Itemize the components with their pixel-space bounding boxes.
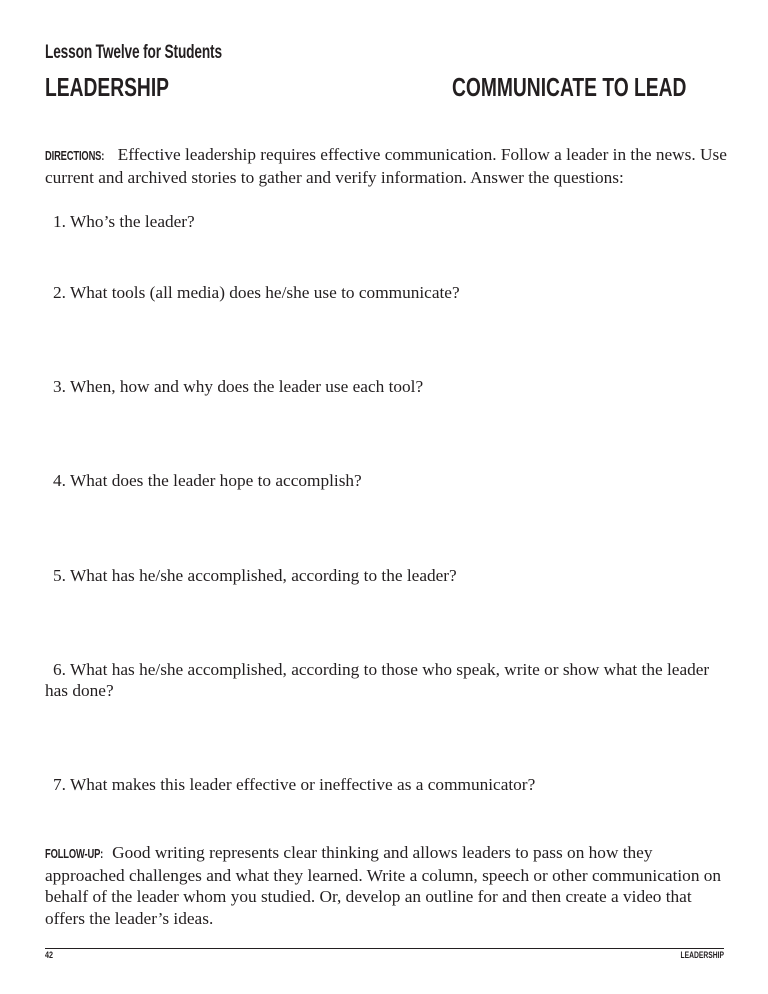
question-text: Who’s the leader? [65,212,195,231]
question-item [45,211,735,232]
question-item [45,774,735,795]
question-text: What has he/she accomplished, according to those who speak, write or show what the leader has done? [45,660,710,700]
lesson-subtitle: Lesson Twelve for Students [45,42,222,63]
followup-label: FOLLOW-UP: [45,846,104,861]
directions-label: DIRECTIONS: [45,148,105,163]
question-number: 5. [53,566,66,585]
footer-divider [45,948,724,949]
question-item [45,282,735,303]
question-text: What does the leader hope to accomplish? [65,471,362,490]
question-text: What makes this leader effective or ineffective as a communicator? [65,775,536,794]
question-text: What has he/she accomplished, according to the leader? [65,566,457,585]
question-text: What tools (all media) does he/she use to communicate? [65,283,460,302]
question-number: 1. [53,212,66,231]
question-number: 2. [53,283,66,302]
followup-paragraph [45,842,725,929]
question-number: 7. [53,775,66,794]
page-number: 42 [45,950,54,960]
directions-text: Effective leadership requires effective communication. Follow a leader in the news. Use current and archived stories to gather and verify information. Answer the questions: [45,145,727,187]
question-item [45,659,735,701]
followup-text: Good writing represents clear thinking and allows leaders to pass on how they approached challenges and what they learned. Write a column, speech or other communication on behalf of the leader whom you studied. Or, develop an outline for and then create a video that offers the leader’s ideas. [45,843,722,928]
directions-paragraph [45,144,735,188]
question-item [45,470,735,491]
question-item [45,565,735,586]
question-number: 6. [53,660,66,679]
footer-section-label: LEADERSHIP [680,950,724,960]
page-title: LEADERSHIP [45,72,170,102]
question-item [45,376,735,397]
question-number: 4. [53,471,66,490]
question-text: When, how and why does the leader use each tool? [65,377,424,396]
question-number: 3. [53,377,66,396]
lesson-title: COMMUNICATE TO LEAD [452,72,687,102]
